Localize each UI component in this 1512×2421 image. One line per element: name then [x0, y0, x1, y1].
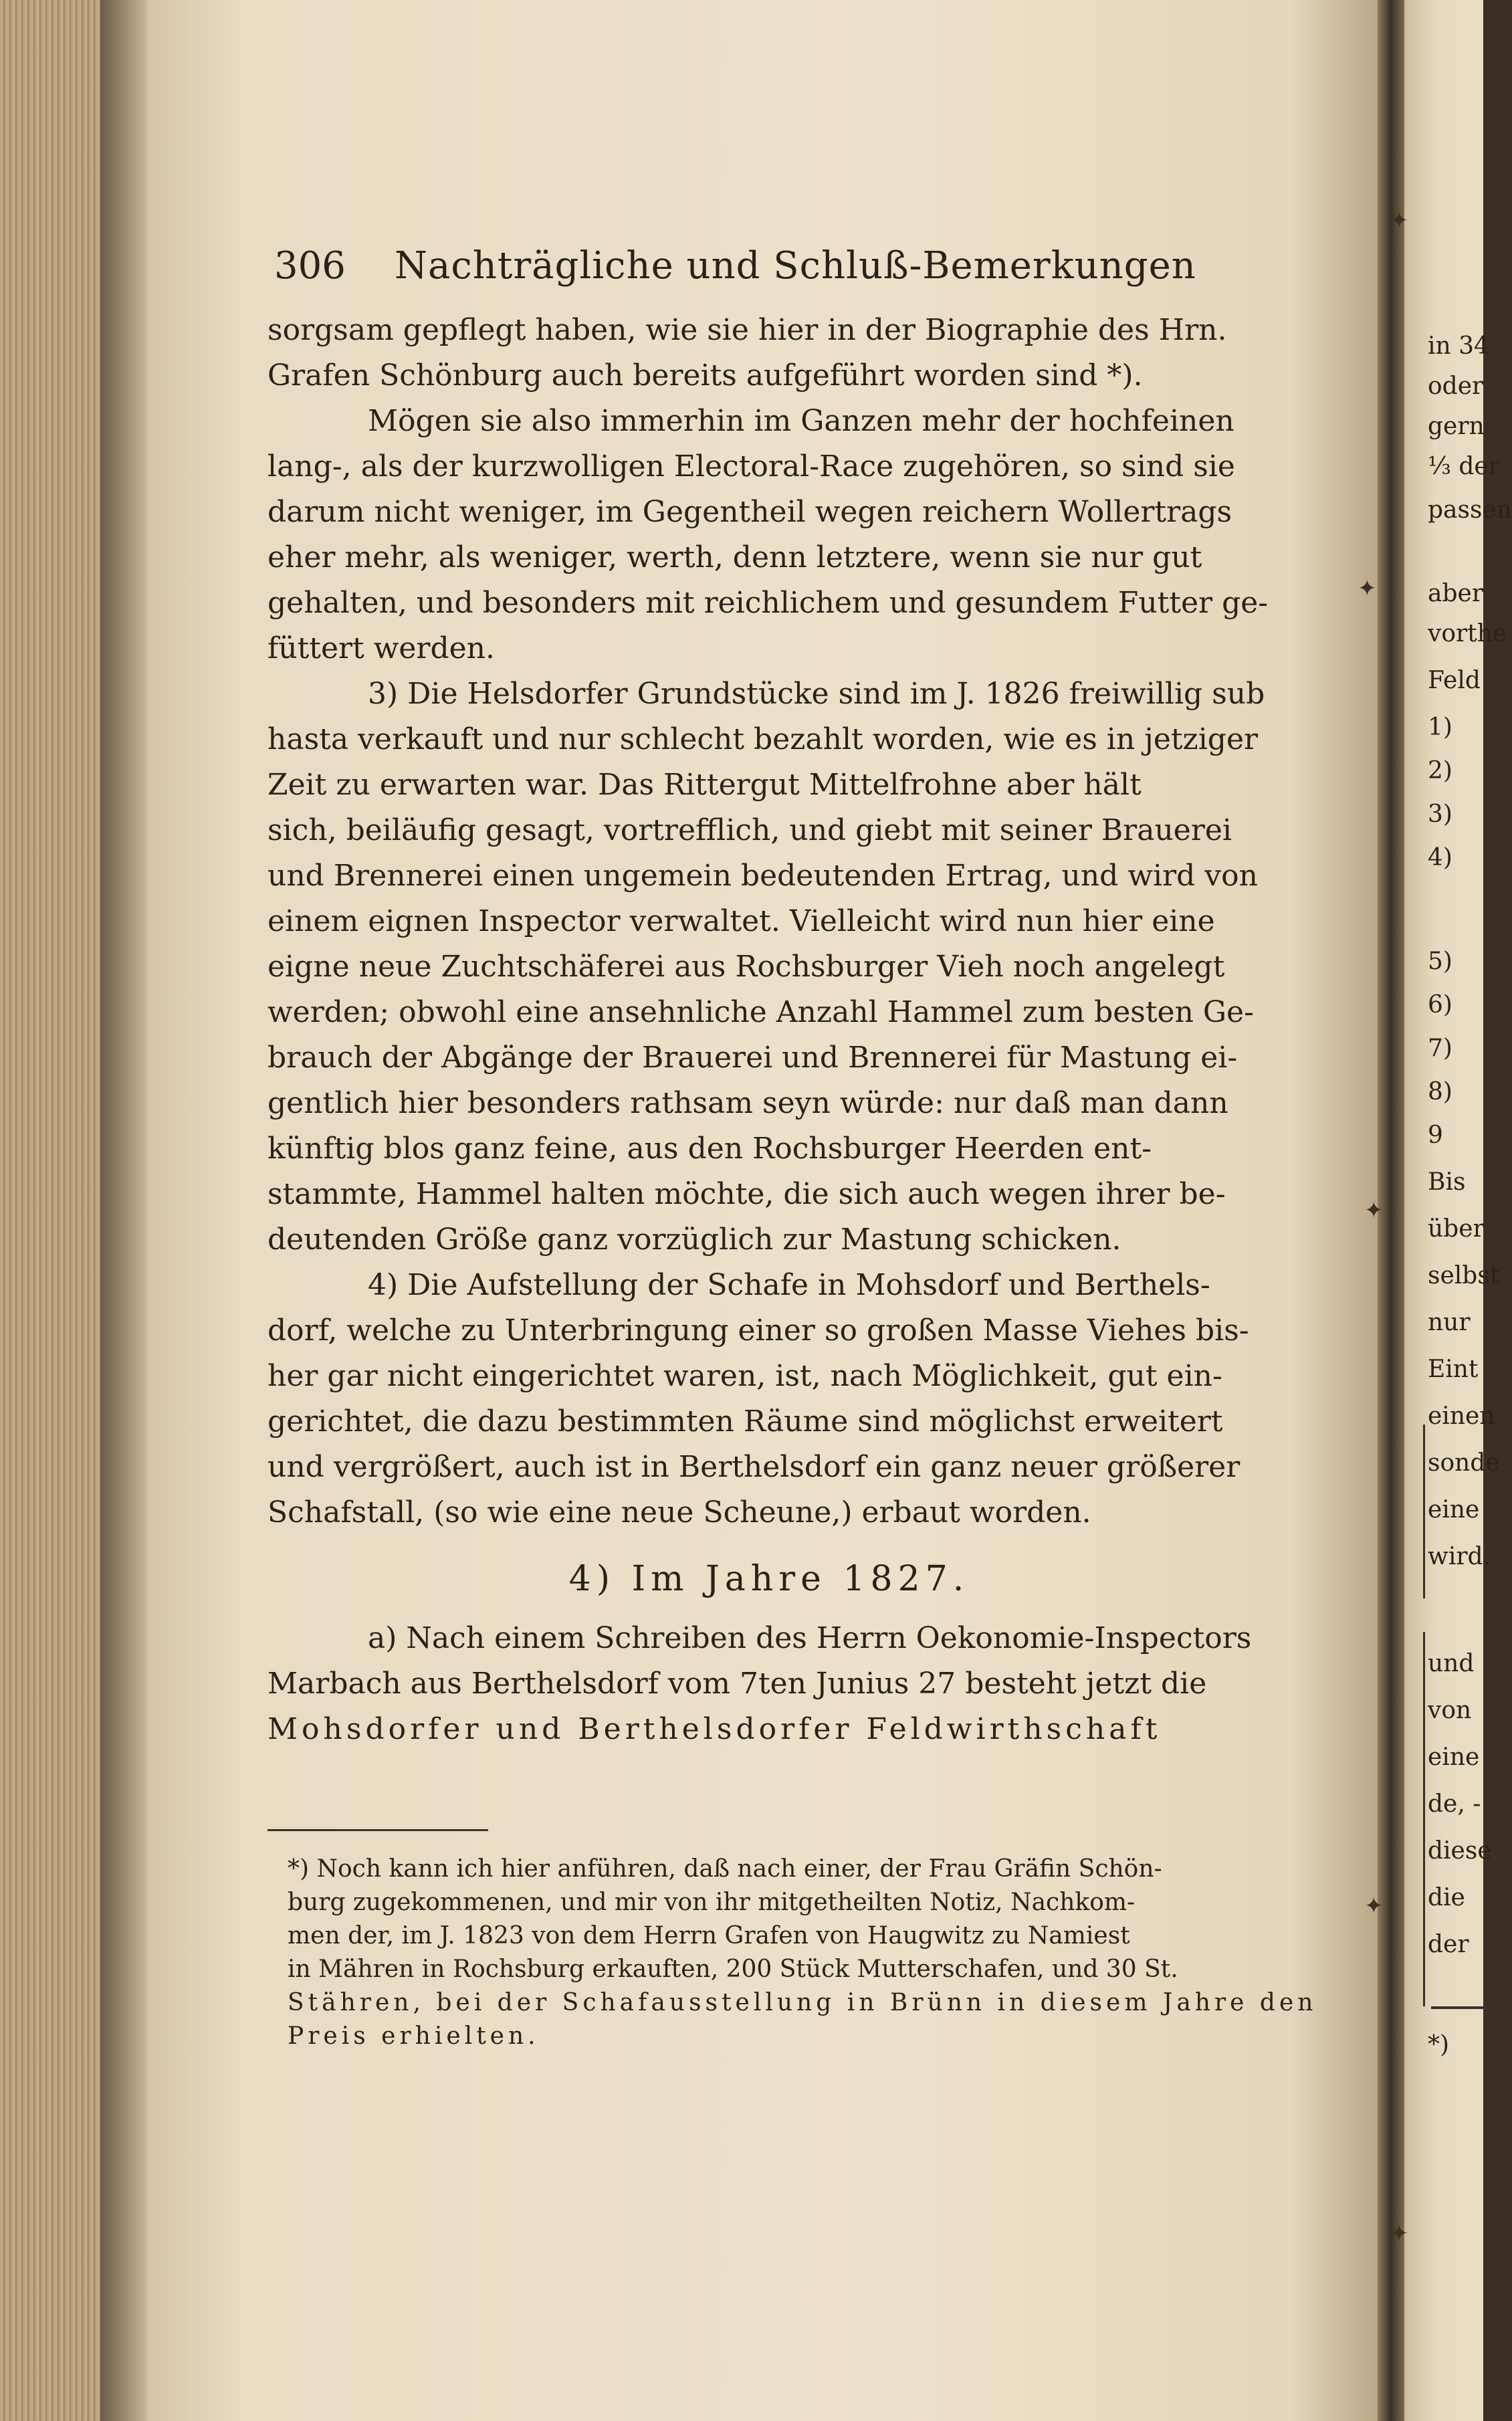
margin-mark: ✦: [1390, 207, 1409, 234]
text-line: sich, beiläufig gesagt, vortrefflich, und giebt mit seiner Brauerei: [267, 813, 1232, 847]
text-line: Grafen Schönburg auch bereits aufgeführt worden sind *).: [267, 358, 1143, 393]
text-line: deutenden Größe ganz vorzüglich zur Mastung schicken.: [267, 1223, 1121, 1257]
footnote-line: men der, im J. 1823 von dem Herrn Grafen von Haugwitz zu Namiest: [288, 1922, 1130, 1950]
facing-fragment: oder: [1428, 373, 1484, 400]
facing-fragment: in 34: [1428, 332, 1489, 360]
facing-fragment: 6): [1428, 991, 1452, 1019]
facing-fragment: einen: [1428, 1402, 1495, 1430]
facing-fragment: 2): [1428, 757, 1452, 784]
text-line: 3) Die Helsdorfer Grundstücke sind im J. 1826 freiwillig sub: [368, 677, 1265, 711]
facing-fragment: 8): [1428, 1078, 1452, 1106]
facing-fragment: Eint: [1428, 1356, 1479, 1383]
text-line: Mögen sie also immerhin im Ganzen mehr der hochfeinen: [368, 404, 1234, 438]
facing-fragment: und: [1428, 1650, 1475, 1677]
page-edge-shadow: [100, 0, 147, 2421]
facing-fragment: Bis: [1428, 1168, 1466, 1196]
facing-fragment: 4): [1428, 844, 1452, 871]
margin-mark: ✦: [1358, 575, 1377, 602]
text-line: gerichtet, die dazu bestimmten Räume sind möglichst erweitert: [267, 1404, 1223, 1439]
facing-fragment: Feld: [1428, 667, 1481, 694]
text-line: lang-, als der kurzwolligen Electoral-Race zugehören, so sind sie: [267, 449, 1235, 484]
text-line: gehalten, und besonders mit reichlichem und gesundem Futter ge-: [267, 586, 1269, 620]
text-line: darum nicht weniger, im Gegentheil wegen reichern Wollertrags: [267, 495, 1232, 529]
facing-fragment: 9: [1428, 1122, 1443, 1149]
footnote-line: Stähren, bei der Schafausstellung in Brünn in diesem Jahre den: [288, 1989, 1317, 2016]
facing-fragment: diese: [1428, 1837, 1492, 1865]
facing-fragment: 7): [1428, 1035, 1452, 1062]
footnote-line: Preis erhielten.: [288, 2022, 540, 2050]
margin-mark: ✦: [1364, 1893, 1384, 1919]
facing-fragment: von: [1428, 1697, 1472, 1724]
text-line: Zeit zu erwarten war. Das Rittergut Mittelfrohne aber hält: [267, 768, 1142, 802]
text-line: und vergrößert, auch ist in Berthelsdorf ein ganz neuer größerer: [267, 1450, 1240, 1484]
facing-footnote-rule: [1431, 2006, 1483, 2009]
text-line: sorgsam gepflegt haben, wie sie hier in der Biographie des Hrn.: [267, 313, 1227, 347]
facing-fragment: über: [1428, 1215, 1485, 1243]
text-line: her gar nicht eingerichtet waren, ist, nach Möglichkeit, gut ein-: [267, 1359, 1222, 1393]
facing-fragment: ⅓ der: [1428, 453, 1500, 480]
text-line: einem eignen Inspector verwaltet. Vielleicht wird nun hier eine: [267, 904, 1215, 938]
facing-page-rule: [1423, 1632, 1425, 2006]
text-line: gentlich hier besonders rathsam seyn würde: nur daß man dann: [267, 1086, 1228, 1120]
facing-fragment: aber: [1428, 580, 1484, 607]
text-line: füttert werden.: [267, 631, 495, 665]
text-line: brauch der Abgänge der Brauerei und Brennerei für Mastung ei-: [267, 1041, 1238, 1075]
margin-mark: ✦: [1364, 1197, 1384, 1224]
footnote-line: burg zugekommenen, und mir von ihr mitgetheilten Notiz, Nachkom-: [288, 1889, 1136, 1916]
footnotes: [288, 1853, 1317, 2053]
facing-fragment: passen: [1428, 496, 1512, 524]
page-number: 306: [274, 244, 346, 288]
facing-fragment: 5): [1428, 948, 1452, 975]
facing-fragment: vorthe: [1428, 620, 1507, 647]
facing-fragment: eine: [1428, 1744, 1480, 1771]
text-line: Mohsdorfer und Berthelsdorfer Feldwirthschaft: [267, 1712, 1162, 1746]
text-line: a) Nach einem Schreiben des Herrn Oekonomie-Inspectors: [368, 1621, 1252, 1655]
facing-fragment: 1): [1428, 714, 1452, 741]
text-line: Schafstall, (so wie eine neue Scheune,) erbaut worden.: [267, 1495, 1091, 1530]
facing-fragment: nur: [1428, 1309, 1471, 1336]
facing-fragment: wird.: [1428, 1543, 1491, 1570]
facing-fragment: sonde: [1428, 1449, 1500, 1477]
facing-fragment: 3): [1428, 801, 1452, 828]
footnote-line: in Mähren in Rochsburg erkauften, 200 Stück Mutterschafen, und 30 St.: [288, 1956, 1178, 1983]
footnote-line: *) Noch kann ich hier anführen, daß nach einer, der Frau Gräfin Schön-: [288, 1855, 1162, 1883]
text-line: werden; obwohl eine ansehnliche Anzahl Hammel zum besten Ge-: [267, 995, 1254, 1029]
text-line: stammte, Hammel halten möchte, die sich auch wegen ihrer be-: [267, 1177, 1226, 1211]
body-text: [267, 308, 1271, 1752]
facing-fragment: gern: [1428, 413, 1485, 440]
facing-fragment: de, -: [1428, 1790, 1481, 1818]
footnote-rule: [267, 1829, 488, 1831]
text-line: dorf, welche zu Unterbringung einer so großen Masse Viehes bis-: [267, 1313, 1249, 1348]
facing-page-rule: [1423, 1425, 1425, 1598]
text-line: künftig blos ganz feine, aus den Rochsburger Heerden ent-: [267, 1132, 1152, 1166]
running-head: Nachträgliche und Schluß-Bemerkungen: [395, 244, 1196, 288]
text-line: Marbach aus Berthelsdorf vom 7ten Junius 27 besteht jetzt die: [267, 1667, 1207, 1701]
text-line: hasta verkauft und nur schlecht bezahlt worden, wie es in jetziger: [267, 722, 1259, 756]
margin-mark: ✦: [1390, 2220, 1409, 2247]
text-line: eigne neue Zuchtschäferei aus Rochsburger Vieh noch angelegt: [267, 950, 1225, 984]
text-line: und Brennerei einen ungemein bedeutenden Ertrag, und wird von: [267, 859, 1258, 893]
section-heading: 4) Im Jahre 1827.: [568, 1559, 970, 1599]
text-line: eher mehr, als weniger, werth, denn letztere, wenn sie nur gut: [267, 540, 1202, 574]
facing-fragment: selbst: [1428, 1262, 1500, 1289]
facing-fragment: die: [1428, 1884, 1465, 1911]
facing-fragment: eine: [1428, 1496, 1480, 1523]
book-page-edges: [0, 0, 100, 2421]
page-header: [274, 244, 1311, 304]
facing-fragment: *): [1428, 2031, 1450, 2059]
text-line: 4) Die Aufstellung der Schafe in Mohsdorf und Berthels-: [368, 1268, 1210, 1302]
facing-fragment: der: [1428, 1931, 1469, 1958]
